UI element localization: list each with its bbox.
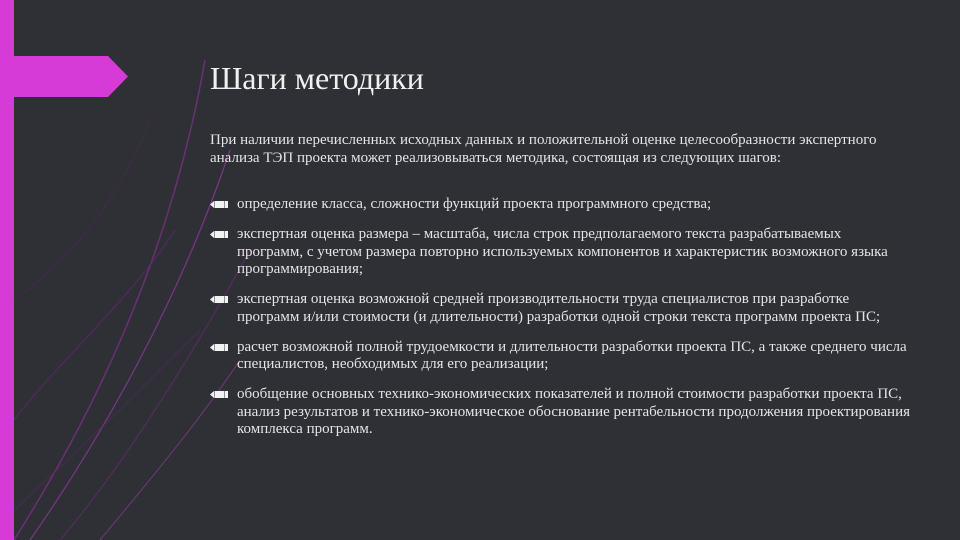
list-item bbox=[210, 196, 910, 214]
pencil-icon bbox=[210, 389, 228, 400]
list-item bbox=[210, 339, 910, 374]
list-item-text: экспертная оценка возможной средней производительности труда специалистов при разработке программ и/или стоимости (и длительности) разработки одной строки текста программ проекта ПС; bbox=[237, 291, 881, 325]
list-item bbox=[210, 386, 910, 439]
slide-title: Шаги методики bbox=[210, 60, 424, 96]
list-item-text: расчет возможной полной трудоемкости и длительности разработки проекта ПС, а также среднего числа специалистов, необходимых для его реализации; bbox=[237, 338, 907, 372]
list-item-text: определение класса, сложности функций проекта программного средства; bbox=[237, 196, 712, 212]
pencil-icon bbox=[210, 294, 228, 305]
steps-list bbox=[210, 196, 910, 451]
list-item bbox=[210, 226, 910, 279]
intro-paragraph: При наличии перечисленных исходных данных и положительной оценке целесообразности экспертного анализа ТЭП проекта может реализовываться методика, состоящая из следующих шагов: bbox=[210, 132, 877, 166]
title-arrow-tab bbox=[0, 56, 128, 97]
list-item-text: обобщение основных технико-экономических показателей и полной стоимости разработки проекта ПС, анализ результатов и технико-экономическое обоснование рентабельности продолжения проектирования комплекса программ. bbox=[237, 386, 911, 437]
list-item-text: экспертная оценка размера – масштаба, числа строк предполагаемого текста разрабатываемых программ, с учетом размера повторно используемых компонентов и характеристик возможного языка программирования; bbox=[237, 226, 888, 277]
pencil-icon bbox=[210, 229, 228, 240]
pencil-icon bbox=[210, 199, 228, 210]
list-item bbox=[210, 291, 910, 326]
pencil-icon bbox=[210, 342, 228, 353]
